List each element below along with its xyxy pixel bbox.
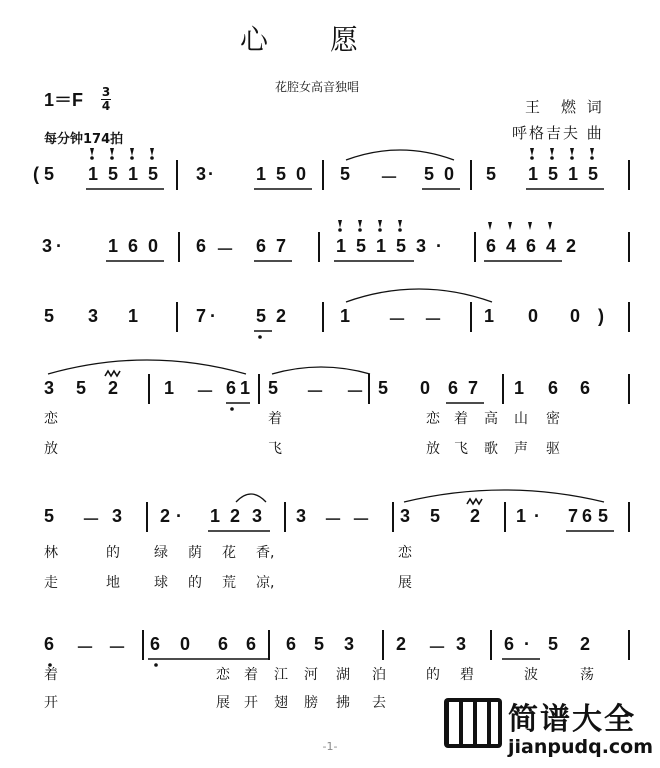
lyric-char: 恋 [398,545,412,561]
lyric-char: 地 [106,575,120,591]
lyric-char: 开 [44,695,58,711]
note: 5 [548,164,559,184]
staccato-mark [590,148,594,156]
note: 5 [76,378,87,398]
lyric-char: 开 [244,695,258,711]
note: 6 [548,378,559,398]
note: 0 [420,378,431,398]
note: 2 [566,236,577,256]
note: 2 [580,634,591,654]
lyric-char: 拂 [336,695,350,711]
note: － [346,382,364,402]
note: 7 [568,506,579,526]
note: － [380,168,398,188]
note: 3 [456,634,467,654]
note: 7 [196,306,207,326]
note: 2 [396,634,407,654]
note: 0 [444,164,455,184]
lyric-char: 的 [426,667,440,683]
note: 1 [484,306,495,326]
staccato-mark [508,222,512,230]
octave-dot [110,156,114,160]
staccato-mark [570,148,574,156]
lyric-char: 着 [44,667,58,683]
site-logo [444,694,660,768]
note: 1 [210,506,221,526]
note: 6 [582,506,593,526]
composer-credit: 呼格吉夫 曲 [512,124,604,142]
key-signature: 1＝F [44,90,84,110]
note: 5 [148,164,159,184]
note: 1 [336,236,347,256]
note: 5 [548,634,559,654]
note: 5 [378,378,389,398]
lyric-char: 放 [44,441,58,457]
staccato-mark [530,148,534,156]
staccato-mark [398,220,402,228]
note: 3 [344,634,355,654]
note: 0 [296,164,307,184]
slur [236,494,266,502]
lyric-char: 驱 [546,441,560,457]
note: 6 [256,236,267,256]
note: 5 [44,164,55,184]
time-signature-top: 3 [101,85,111,99]
page-number: -1- [322,740,338,753]
lyric-char: 碧 [460,667,474,683]
octave-dot [154,663,158,667]
lyric-char: 恋 [216,667,230,683]
lyric-char: 绿 [154,545,168,561]
lyric-char: 的 [106,545,120,561]
octave-dot [258,335,262,339]
note: 5 [340,164,351,184]
lyric-char: 去 [372,695,386,711]
staccato-mark [528,222,532,230]
lyric-char: 泊 [372,667,386,683]
note: － [424,310,442,330]
staccato-mark [90,148,94,156]
lyric-char: 着 [268,411,282,427]
lyric-char: 展 [216,695,230,711]
note: 6 [128,236,139,256]
tempo-marking: 每分钟174拍 [44,132,124,147]
note: 0 [148,236,159,256]
note: 1 [128,306,139,326]
octave-dot [398,228,402,232]
note: 1 [164,378,175,398]
slur [272,367,370,374]
octave-dot [530,156,534,160]
lyric-char: 山 [514,411,528,427]
staccato-mark [130,148,134,156]
note: 2 [108,378,119,398]
lyric-char: 恋 [44,411,58,427]
note: 6 [246,634,257,654]
mordent-mark [467,499,482,504]
slur [48,360,246,374]
note: 7 [468,378,479,398]
note: 3 [252,506,263,526]
lyric-char: 歌 [484,441,498,457]
lyric-char: 高 [484,411,498,427]
note: 1 [514,378,525,398]
note: 3 [296,506,307,526]
note: 2 [470,506,481,526]
note: · [436,236,442,256]
octave-dot [590,156,594,160]
note: 5 [276,164,287,184]
note: 6 [504,634,515,654]
note: 5 [598,506,609,526]
note: 1 [256,164,267,184]
note: 4 [506,236,517,256]
octave-dot [150,156,154,160]
note: － [82,510,100,530]
note: 5 [486,164,497,184]
note: 3 [400,506,411,526]
note: · [210,306,216,326]
time-signature-bottom: 4 [101,99,111,113]
note: 1 [340,306,351,326]
lyric-char: 江 [274,667,288,683]
note: ( [33,164,39,184]
note: 6 [486,236,497,256]
octave-dot [378,228,382,232]
octave-dot [230,407,234,411]
note: 2 [276,306,287,326]
note: 5 [44,306,55,326]
note: 5 [44,506,55,526]
lyric-char: 着 [454,411,468,427]
note: － [324,510,342,530]
note: 3 [42,236,53,256]
note: 6 [218,634,229,654]
note: 5 [588,164,599,184]
octave-dot [550,156,554,160]
note: 1 [516,506,527,526]
note: 5 [268,378,279,398]
note: － [428,638,446,658]
lyric-char: 展 [398,575,412,591]
staccato-mark [550,148,554,156]
logo-text: 简谱大全 [508,702,636,737]
note: 5 [108,164,119,184]
note: 3 [196,164,207,184]
lyric-char: 河 [304,667,318,683]
staccato-mark [378,220,382,228]
note: 6 [226,378,237,398]
lyric-char: 密 [546,411,560,427]
lyric-char: 荫 [188,545,202,561]
note: 1 [568,164,579,184]
note: 1 [88,164,99,184]
lyric-char: 湖 [336,667,350,683]
note: · [524,634,530,654]
lyric-char: 香, [256,545,275,561]
slur [404,490,604,502]
lyric-char: 膀 [304,695,318,711]
slur [346,289,492,302]
note: · [176,506,182,526]
octave-dot [338,228,342,232]
note: · [534,506,540,526]
staccato-mark [110,148,114,156]
note: － [196,382,214,402]
note: 3 [112,506,123,526]
note: 5 [396,236,407,256]
note: 3 [44,378,55,398]
octave-dot [570,156,574,160]
note: 6 [286,634,297,654]
staccato-mark [358,220,362,228]
performance-subtitle: 花腔女高音独唱 [275,80,360,94]
lyricist-credit: 王 燃 词 [525,98,605,116]
note: 6 [526,236,537,256]
note: 1 [240,378,251,398]
note: 0 [570,306,581,326]
note: 5 [424,164,435,184]
lyric-char: 着 [244,667,258,683]
note: 5 [430,506,441,526]
lyric-char: 恋 [426,411,440,427]
lyric-char: 波 [524,667,538,683]
lyric-char: 荒 [222,575,236,591]
octave-dot [358,228,362,232]
note: 1 [528,164,539,184]
note: 0 [528,306,539,326]
note: － [388,310,406,330]
note: 3 [88,306,99,326]
note: 4 [546,236,557,256]
note: 1 [108,236,119,256]
note: － [108,638,126,658]
mordent-mark [105,371,120,376]
lyric-char: 花 [222,545,236,561]
lyric-char: 飞 [268,441,282,457]
note: － [352,510,370,530]
lyric-char: 飞 [454,441,468,457]
octave-dot [90,156,94,160]
lyric-char: 翅 [274,695,288,711]
staccato-mark [488,222,492,230]
octave-dot [48,663,52,667]
note: 3 [416,236,427,256]
note: 5 [256,306,267,326]
lyric-char: 声 [514,441,528,457]
note: 5 [314,634,325,654]
note: 6 [196,236,207,256]
note: 7 [276,236,287,256]
slur [346,150,454,160]
logo-url: jianpudq.com [508,736,654,758]
lyric-char: 凉, [256,575,275,591]
lyric-char: 林 [44,545,58,561]
page-title: 心愿 [239,23,420,56]
piano-keys-icon [444,698,502,748]
staccato-mark [150,148,154,156]
note: ) [598,306,604,326]
note: 1 [376,236,387,256]
note: － [216,240,234,260]
note: 6 [580,378,591,398]
note: 2 [230,506,241,526]
note: 5 [356,236,367,256]
lyric-char: 荡 [580,667,594,683]
note: 6 [448,378,459,398]
note: · [56,236,62,256]
octave-dot [130,156,134,160]
note: － [76,638,94,658]
staccato-mark [548,222,552,230]
note: － [306,382,324,402]
note: 6 [150,634,161,654]
lyric-char: 放 [426,441,440,457]
staccato-mark [338,220,342,228]
note: 1 [128,164,139,184]
note: 6 [44,634,55,654]
lyric-char: 走 [44,575,58,591]
note: · [208,164,214,184]
lyric-char: 球 [154,575,168,591]
note: 2 [160,506,171,526]
note: 0 [180,634,191,654]
lyric-char: 的 [188,575,202,591]
